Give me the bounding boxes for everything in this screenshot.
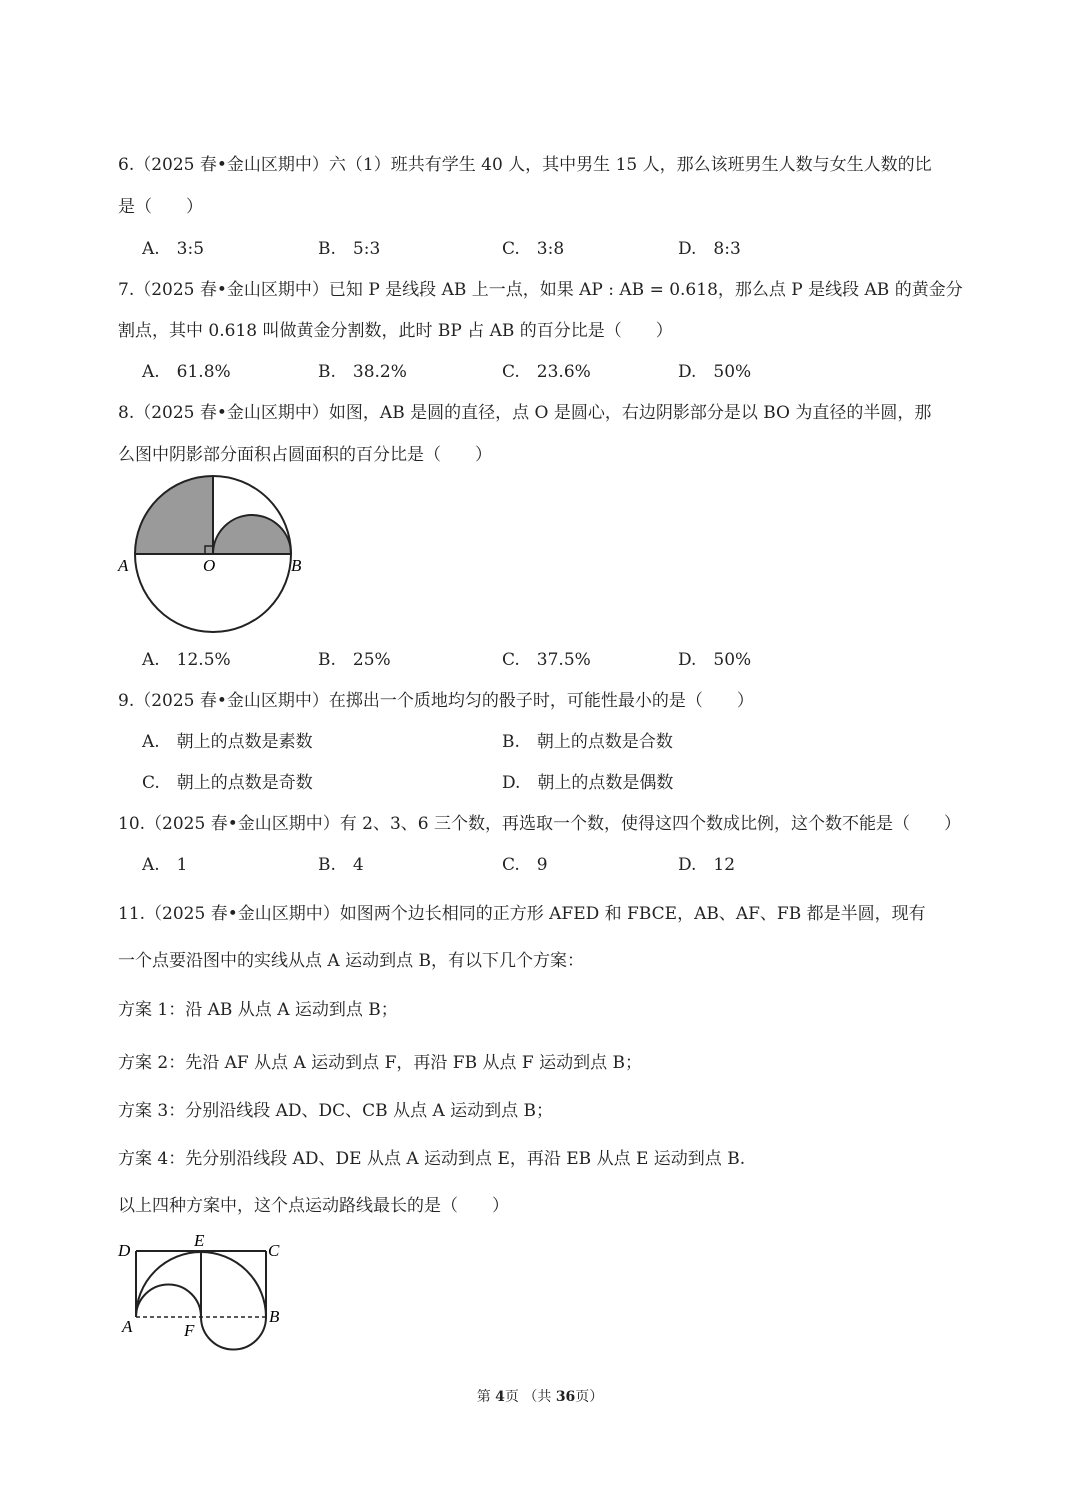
q9-option-b: B. 朝上的点数是合数: [502, 732, 673, 752]
q8-option-c: C. 37.5%: [502, 650, 591, 670]
footer-total-pages: 36: [555, 1389, 576, 1405]
q10-line1: 10.（2025 春•金山区期中）有 2、3、6 三个数，再选取一个数，使得这四个数成比例，这个数不能是（ ）: [118, 814, 961, 834]
q7-line2: 割点，其中 0.618 叫做黄金分割数，此时 BP 占 AB 的百分比是（ ）: [118, 321, 673, 341]
q10-option-c: C. 9: [502, 855, 548, 875]
q10-option-b: B. 4: [318, 855, 364, 875]
q6-option-d: D. 8:3: [678, 239, 741, 259]
q7-option-c: C. 23.6%: [502, 362, 591, 382]
q9-option-c: C. 朝上的点数是奇数: [142, 773, 313, 793]
shaded-small-semicircle: [213, 515, 291, 554]
q8-line2: 么图中阴影部分面积占圆面积的百分比是（ ）: [118, 445, 492, 465]
page-footer: [0, 1386, 1080, 1406]
q9-line1: 9.（2025 春•金山区期中）在掷出一个质地均匀的骰子时，可能性最小的是（ ）: [118, 691, 754, 711]
label-a: A: [118, 556, 129, 575]
circle-figure: [110, 466, 310, 638]
q6-option-c: C. 3:8: [502, 239, 565, 259]
label-e: E: [194, 1231, 205, 1250]
q11-plan2: 方案 2：先沿 AF 从点 A 运动到点 F，再沿 FB 从点 F 运动到点 B；: [118, 1053, 642, 1073]
q11-line2: 一个点要沿图中的实线从点 A 运动到点 B，有以下几个方案：: [118, 951, 584, 971]
q10-option-a: A. 1: [142, 855, 188, 875]
q9-option-a: A. 朝上的点数是素数: [142, 732, 313, 752]
arc-af: [136, 1285, 201, 1318]
label-b: B: [269, 1307, 280, 1326]
q9-option-d: D. 朝上的点数是偶数: [502, 773, 674, 793]
q11-plan1: 方案 1：沿 AB 从点 A 运动到点 B；: [118, 1000, 398, 1020]
footer-prefix: 第: [476, 1389, 496, 1405]
shaded-quarter-circle: [135, 476, 213, 554]
q7-option-a: A. 61.8%: [142, 362, 231, 382]
q8-option-d: D. 50%: [678, 650, 752, 670]
q8-option-b: B. 25%: [318, 650, 391, 670]
q11-question: 以上四种方案中，这个点运动路线最长的是（ ）: [118, 1196, 509, 1216]
q11-line1: 11.（2025 春•金山区期中）如图两个边长相同的正方形 AFED 和 FBCE，AB、AF、FB 都是半圆，现有: [118, 904, 926, 924]
q10-option-d: D. 12: [678, 855, 736, 875]
q7-option-d: D. 50%: [678, 362, 752, 382]
footer-page-number: 4: [495, 1389, 505, 1405]
q7-option-b: B. 38.2%: [318, 362, 407, 382]
label-b: B: [291, 556, 302, 575]
q8-line1: 8.（2025 春•金山区期中）如图，AB 是圆的直径，点 O 是圆心，右边阴影部分是以 BO 为直径的半圆，那: [118, 403, 932, 423]
q11-plan3: 方案 3：分别沿线段 AD、DC、CB 从点 A 运动到点 B；: [118, 1101, 554, 1121]
q8-option-a: A. 12.5%: [142, 650, 231, 670]
label-c: C: [268, 1241, 280, 1260]
q7-line1: 7.（2025 春•金山区期中）已知 P 是线段 AB 上一点，如果 AP : AB = 0.618，那么点 P 是线段 AB 的黄金分: [118, 280, 963, 300]
q6-option-a: A. 3:5: [142, 239, 205, 259]
q6-line2: 是（ ）: [118, 197, 203, 217]
label-f: F: [184, 1321, 195, 1340]
q6-option-b: B. 5:3: [318, 239, 381, 259]
q11-plan4: 方案 4：先分别沿线段 AD、DE 从点 A 运动到点 E，再沿 EB 从点 E 运动到点 B.: [118, 1149, 746, 1169]
label-d: D: [118, 1241, 131, 1260]
squares-figure: [110, 1226, 310, 1356]
arc-fb: [201, 1317, 266, 1350]
footer-mid: 页 （共: [504, 1389, 556, 1405]
footer-suffix: 页）: [575, 1389, 604, 1405]
q6-line1: 6.（2025 春•金山区期中）六（1）班共有学生 40 人，其中男生 15 人，那么该班男生人数与女生人数的比: [118, 155, 932, 175]
label-o: O: [203, 556, 216, 575]
label-a: A: [122, 1317, 133, 1336]
